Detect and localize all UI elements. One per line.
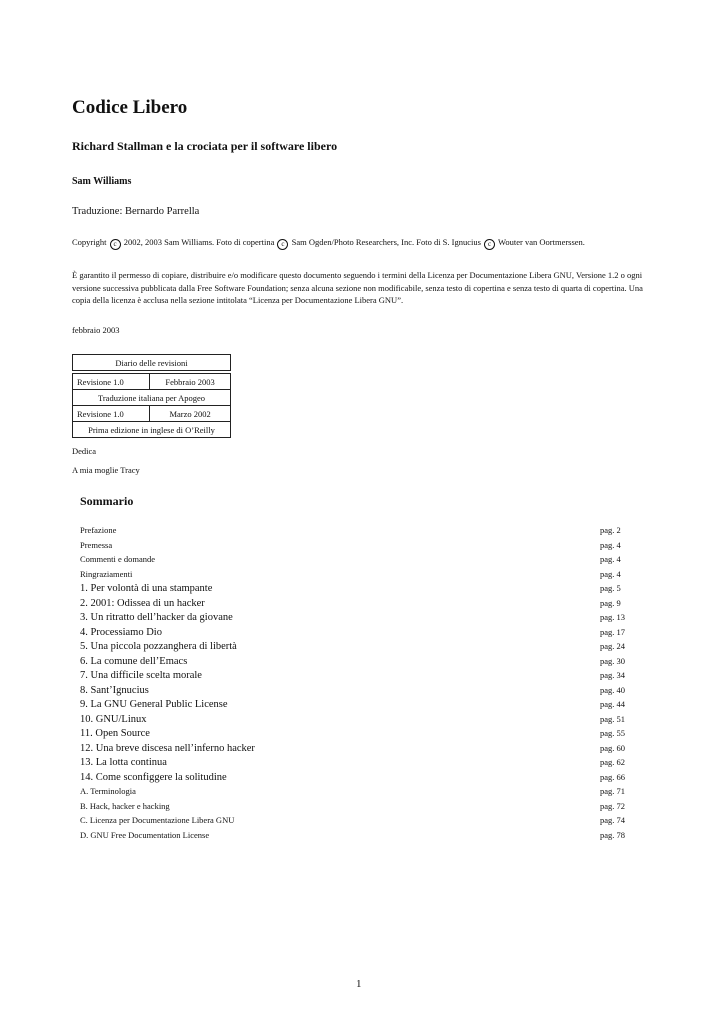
toc-entry-title[interactable]: 2. 2001: Odissea di un hacker	[80, 597, 205, 609]
toc-entry[interactable]	[80, 627, 630, 642]
toc-entry-page: pag. 30	[600, 655, 626, 666]
copyright-label: Copyright	[72, 237, 107, 247]
revision-date: Febbraio 2003	[150, 374, 231, 390]
revision-number: Revisione 1.0	[73, 374, 150, 390]
toc-entry-page: pag. 44	[600, 699, 626, 709]
toc-entry[interactable]	[80, 612, 630, 627]
toc-entry[interactable]	[80, 583, 630, 598]
toc-entry[interactable]	[80, 554, 630, 569]
toc-entry[interactable]	[80, 656, 630, 671]
revision-table-heading: Diario delle revisioni	[73, 355, 231, 371]
toc-entry[interactable]	[80, 699, 630, 714]
revision-note: Prima edizione in inglese di O’Reilly	[73, 422, 231, 438]
toc-entry-title[interactable]: 4. Processiamo Dio	[80, 626, 162, 638]
dedication-label: Dedica	[72, 446, 97, 456]
copyright-text-2: Sam Ogden/Photo Researchers, Inc. Foto di S. Ignucius	[291, 237, 481, 247]
toc-entry-title[interactable]: Prefazione	[80, 525, 117, 535]
dedication-text: A mia moglie Tracy	[72, 465, 140, 475]
toc-entry-page: pag. 34	[600, 670, 626, 680]
toc-entry-page: pag. 40	[600, 684, 626, 695]
toc-entry-title[interactable]: 13. La lotta continua	[80, 757, 167, 768]
toc-entry-title[interactable]: A. Terminologia	[80, 786, 136, 796]
toc-entry-title[interactable]: 8. Sant’Ignucius	[80, 684, 149, 696]
toc-entry-page: pag. 9	[600, 597, 621, 608]
toc-entry[interactable]	[80, 743, 630, 758]
revision-history-table	[72, 354, 231, 438]
toc-entry-title[interactable]: 6. La comune dell’Emacs	[80, 655, 188, 667]
copyright-text-1: 2002, 2003 Sam Williams. Foto di copertina	[123, 237, 275, 247]
revision-note: Traduzione italiana per Apogeo	[73, 390, 231, 406]
toc-entry-page: pag. 78	[600, 829, 626, 840]
copyright-text-3: Wouter van Oortmerssen.	[498, 237, 585, 247]
toc-entry-title[interactable]: 9. La GNU General Public License	[80, 699, 228, 710]
license-paragraph: È garantito il permesso di copiare, distribuire e/o modificare questo documento seguendo i termini della Licenza per Documentazione Libera GNU, Versione 1.2 o ogni versione successiva pubblicata dalla Free Software Foundation; senza alcuna sezione non modificabile, senza testo di copertina e senza testo di quarta di copertina. Una copia della licenza è acclusa nella sezione intitolata “Licenza per Documentazione Libera GNU”.	[72, 270, 643, 305]
toc-entry-title[interactable]: 11. Open Source	[80, 728, 150, 739]
toc-entry-page: pag. 62	[600, 757, 626, 767]
toc-entry[interactable]	[80, 772, 630, 787]
toc-entry-title[interactable]: 12. Una breve discesa nell’inferno hacker	[80, 742, 255, 754]
toc-entry-page: pag. 2	[600, 525, 621, 535]
toc-entry-page: pag. 72	[600, 800, 626, 811]
toc-entry[interactable]	[80, 815, 630, 830]
translator-credit: Traduzione: Bernardo Parrella	[72, 206, 200, 217]
toc-entry-title[interactable]: 10. GNU/Linux	[80, 713, 147, 725]
toc-entry[interactable]	[80, 598, 630, 613]
toc-entry-page: pag. 55	[600, 728, 626, 738]
toc-entry[interactable]	[80, 786, 630, 801]
toc-entry-title[interactable]: 3. Un ritratto dell’hacker da giovane	[80, 612, 233, 623]
toc-entry-title[interactable]: 5. Una piccola pozzanghera di libertà	[80, 641, 237, 652]
toc-entry[interactable]	[80, 830, 630, 845]
toc-entry-page: pag. 60	[600, 742, 626, 753]
toc-entry-page: pag. 4	[600, 539, 621, 550]
toc-entry-page: pag. 71	[600, 786, 626, 796]
document-subtitle: Richard Stallman e la crociata per il software libero	[72, 139, 338, 153]
toc-entry[interactable]	[80, 525, 630, 540]
document-title: Codice Libero	[72, 97, 188, 118]
toc-entry-title[interactable]: B. Hack, hacker e hacking	[80, 800, 170, 811]
toc-entry-title[interactable]: Commenti e domande	[80, 554, 156, 564]
toc-entry[interactable]	[80, 685, 630, 700]
toc-entry-page: pag. 66	[600, 771, 626, 782]
toc-entry[interactable]	[80, 540, 630, 555]
revision-date: Marzo 2002	[150, 406, 231, 422]
toc-entry-title[interactable]: C. Licenza per Documentazione Libera GNU	[80, 815, 235, 825]
table-of-contents	[80, 525, 630, 844]
toc-entry[interactable]	[80, 801, 630, 816]
toc-entry-page: pag. 4	[600, 568, 621, 579]
toc-entry-title[interactable]: 14. Come sconfiggere la solitudine	[80, 771, 227, 783]
publication-date: febbraio 2003	[72, 325, 120, 335]
toc-heading: Sommario	[80, 494, 134, 508]
toc-entry[interactable]	[80, 569, 630, 584]
toc-entry-title[interactable]: 1. Per volontà di una stampante	[80, 583, 213, 594]
author-name: Sam Williams	[72, 176, 132, 187]
toc-entry-page: pag. 4	[600, 554, 621, 564]
toc-entry-title[interactable]: Ringraziamenti	[80, 568, 133, 579]
toc-entry-page: pag. 13	[600, 612, 626, 622]
toc-entry-title[interactable]: D. GNU Free Documentation License	[80, 829, 210, 840]
copyright-icon: c	[277, 239, 288, 250]
toc-entry-page: pag. 74	[600, 815, 626, 825]
copyright-icon: c	[484, 239, 495, 250]
toc-entry-page: pag. 24	[600, 641, 626, 651]
toc-entry-page: pag. 51	[600, 713, 626, 724]
page-number: 1	[356, 978, 362, 990]
toc-entry[interactable]	[80, 670, 630, 685]
toc-entry-title[interactable]: 7. Una difficile scelta morale	[80, 670, 202, 681]
toc-entry-title[interactable]: Premessa	[80, 539, 113, 550]
revision-number: Revisione 1.0	[73, 406, 150, 422]
toc-entry-page: pag. 5	[600, 583, 621, 593]
toc-entry[interactable]	[80, 714, 630, 729]
toc-entry[interactable]	[80, 641, 630, 656]
toc-entry[interactable]	[80, 757, 630, 772]
toc-entry-page: pag. 17	[600, 626, 626, 637]
copyright-icon: c	[110, 239, 121, 250]
copyright-notice	[72, 237, 585, 250]
toc-entry[interactable]	[80, 728, 630, 743]
